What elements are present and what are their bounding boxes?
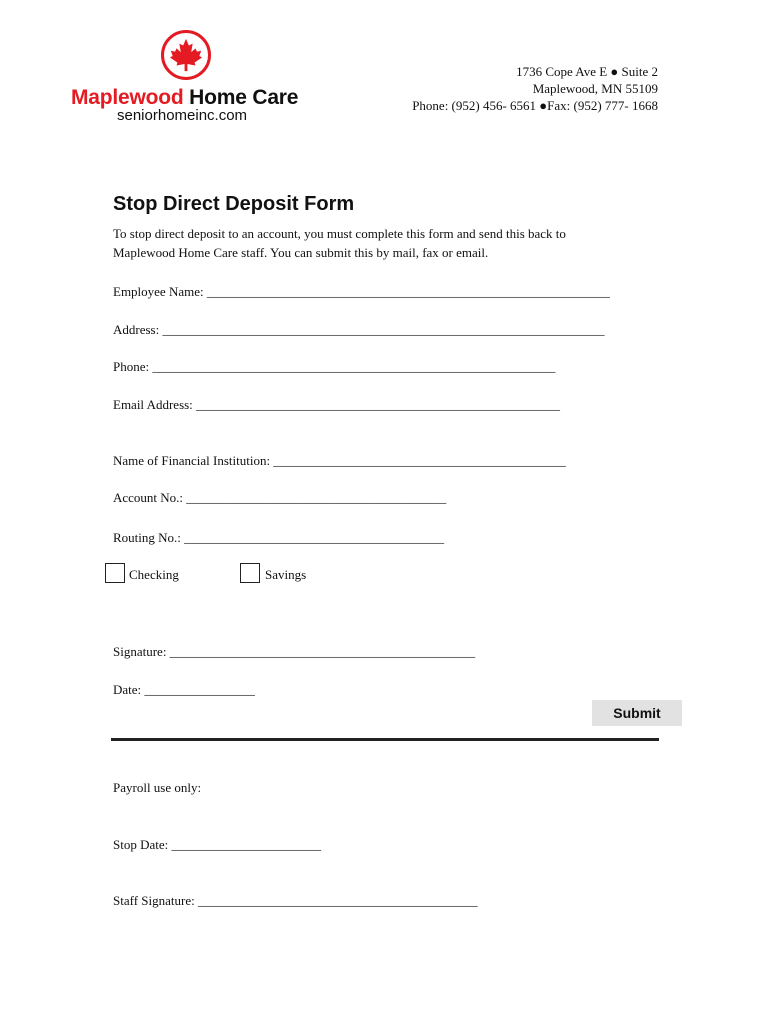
website: seniorhomeinc.com — [117, 107, 248, 124]
staff-signature-field[interactable]: Staff Signature: ___________________________________________ — [113, 893, 478, 908]
payroll-heading: Payroll use only: — [113, 780, 202, 795]
form-intro — [113, 224, 633, 262]
employee-name-field[interactable]: Employee Name: ______________________________________________________________ — [113, 284, 610, 299]
maple-leaf-icon — [167, 36, 205, 74]
financial-institution-field[interactable]: Name of Financial Institution: _____________________________________________ — [113, 453, 566, 468]
contact-block — [412, 63, 658, 114]
signature-field[interactable]: Signature: _______________________________________________ — [113, 644, 476, 659]
routing-number-field[interactable]: Routing No.: ________________________________________ — [113, 530, 445, 545]
intro-line-2: Maplewood Home Care staff. You can submit this by mail, fax or email. — [113, 245, 489, 260]
brand-name-red: Maplewood — [71, 86, 184, 109]
intro-line-1: To stop direct deposit to an account, you must complete this form and send this back to — [113, 226, 566, 241]
date-field[interactable]: Date: _________________ — [113, 682, 255, 697]
address-line-1: 1736 Cope Ave E ● Suite 2 — [516, 64, 658, 79]
savings-checkbox[interactable] — [240, 563, 260, 583]
brand-name-black: Home Care — [189, 86, 299, 109]
form-title: Stop Direct Deposit Form — [113, 193, 355, 215]
submit-button[interactable]: Submit — [592, 700, 682, 726]
stop-date-field[interactable]: Stop Date: _______________________ — [113, 837, 321, 852]
divider — [111, 738, 659, 741]
email-field[interactable]: Email Address: ________________________________________________________ — [113, 397, 561, 412]
savings-label: Savings — [265, 567, 307, 582]
checking-checkbox[interactable] — [105, 563, 125, 583]
phone-fax-line: Phone: (952) 456- 6561 ●Fax: (952) 777- 1668 — [412, 98, 658, 113]
address-line-2: Maplewood, MN 55109 — [532, 81, 658, 96]
checking-label: Checking — [129, 567, 179, 582]
phone-field[interactable]: Phone: ______________________________________________________________ — [113, 359, 556, 374]
address-field[interactable]: Address: ____________________________________________________________________ — [113, 322, 605, 337]
account-number-field[interactable]: Account No.: ________________________________________ — [113, 490, 447, 505]
